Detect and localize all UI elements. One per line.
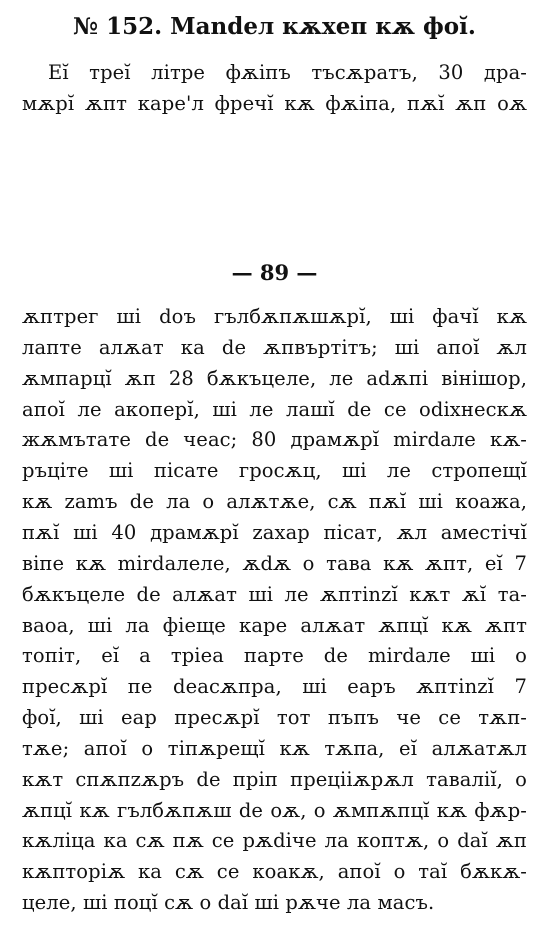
text-line: пресѫрĭ пе deасѫпра, ші еаръ ѫптіnzĭ 7 <box>22 675 527 698</box>
text-line: жѫмътате de чеас; 80 драмѫрĭ mіrdале кѫ- <box>22 428 527 451</box>
text-line: топіт, еĭ а тріеа парте de mіrdале ші о <box>22 644 527 667</box>
text-line: целе, ші поцĭ сѫ о daĭ ші рѫче ла масъ. <box>22 891 435 914</box>
text-line: мѫрĭ ѫпт каре'л фречĭ кѫ фѫіпа, пѫĭ ѫп оѫ <box>22 92 527 115</box>
text-line: ѫпцĭ кѫ гълбѫпѫш de оѫ, о ѫмпѫпцĭ кѫ фѫр- <box>22 799 527 822</box>
text-line: кѫт спѫпzѫръ de пріп прецііѫрѫл тавалiĭ, о <box>22 768 527 791</box>
page-number: — 89 — <box>231 260 318 285</box>
recipe-heading: № 152. Mandeл кѫхеп кѫ фоĭ. <box>73 13 476 40</box>
text-line: ѫмпарцĭ ѫп 28 бѫкъцеле, ле adѫпі вінішор, <box>22 367 527 390</box>
text-line: кѫ zamъ de ла о алѫтѫе, сѫ пѫĭ ші коажа, <box>22 490 527 513</box>
text-line: кѫліца ка сѫ пѫ се рѫdіче ла коптѫ, о daĭ ѫп <box>22 829 527 852</box>
text-line: Еĭ треĭ літре фѫіпъ тъсѫратъ, 30 дра- <box>48 61 527 84</box>
text-line: ръціте ші пісате гросѫц, ші ле стропещĭ <box>22 459 527 482</box>
text-line: ѫптрег ші doъ гълбѫпѫшѫрĭ, ші фачĭ кѫ <box>22 305 527 328</box>
text-line: фоĭ, ші еар пресѫрĭ тот пъпъ че се тѫп- <box>22 706 527 729</box>
text-line: апоĭ ле акоперĭ, ші ле лашĭ de се odіхнескѫ <box>22 398 527 421</box>
text-line: віпе кѫ mіrdалеле, ѫdѫ о тава кѫ ѫпт, еĭ 7 <box>22 552 527 575</box>
text-line: тѫе; апоĭ о тіпѫрещĭ кѫ тѫпа, еĭ алѫатѫл <box>22 737 527 760</box>
text-line: пѫĭ ші 40 драмѫрĭ zахар пісат, ѫл аместічĭ <box>22 521 527 544</box>
text-line: бѫкъцеле de алѫат ші ле ѫптіnzĭ кѫт ѫĭ та- <box>22 583 527 606</box>
text-line: ваоа, ші ла фіеще каре алѫат ѫпцĭ кѫ ѫпт <box>22 614 527 637</box>
text-line: лапте алѫат ка de ѫпвъртітъ; ші апоĭ ѫл <box>22 336 527 359</box>
text-line: кѫпторіѫ ка сѫ се коакѫ, апоĭ о таĭ бѫкѫ- <box>22 860 527 883</box>
